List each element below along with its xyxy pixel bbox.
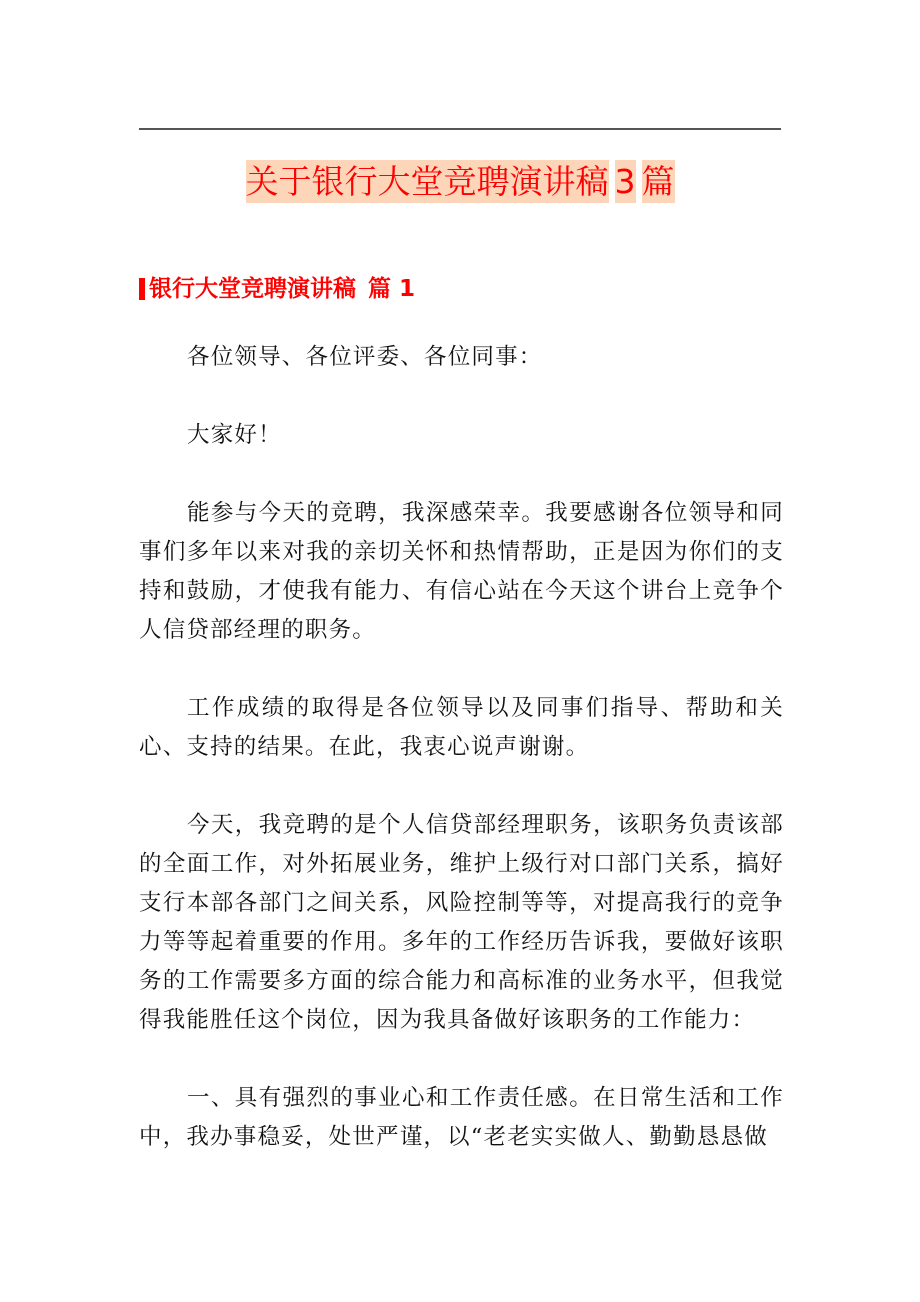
section-heading-text: 银行大堂竞聘演讲稿 <box>149 276 356 302</box>
title-text: 关于银行大堂竞聘演讲稿 <box>245 162 609 201</box>
document-title <box>139 160 781 204</box>
title-suffix: 篇 <box>641 162 675 201</box>
section-heading-number: 篇 1 <box>368 276 416 302</box>
heading-marker-icon <box>139 278 145 300</box>
header-rule <box>139 128 781 130</box>
paragraph-achievement: 工作成绩的取得是各位领导以及同事们指导、帮助和关心、支持的结果。在此，我衷心说声谢谢。 <box>139 695 784 760</box>
paragraph-thanks: 能参与今天的竞聘，我深感荣幸。我要感谢各位领导和同事们多年以来对我的亲切关怀和热情帮助，正是因为你们的支持和鼓励，才使我有能力、有信心站在今天这个讲台上竞争个人信贷部经理的职务。 <box>139 500 784 643</box>
document-body <box>139 338 784 1196</box>
section-heading <box>139 273 415 305</box>
paragraph-greeting: 大家好！ <box>187 422 282 448</box>
paragraph-salutation: 各位领导、各位评委、各位同事： <box>187 344 543 370</box>
paragraph-position: 今天，我竞聘的是个人信贷部经理职务，该职务负责该部的全面工作，对外拓展业务，维护上级行对口部门关系，搞好支行本部各部门之间关系，风险控制等等，对提高我行的竞争力等等起着重要的作用。多年的工作经历告诉我，要做好该职务的工作需要多方面的综合能力和高标准的业务水平，但我觉得我能胜任这个岗位，因为我具备做好该职务的工作能力： <box>139 812 784 1033</box>
paragraph-point-one: 一、具有强烈的事业心和工作责任感。在日常生活和工作中，我办事稳妥，处世严谨，以“老老实实做人、勤勤恳恳做 <box>139 1085 784 1150</box>
title-count: 3 <box>614 162 636 201</box>
